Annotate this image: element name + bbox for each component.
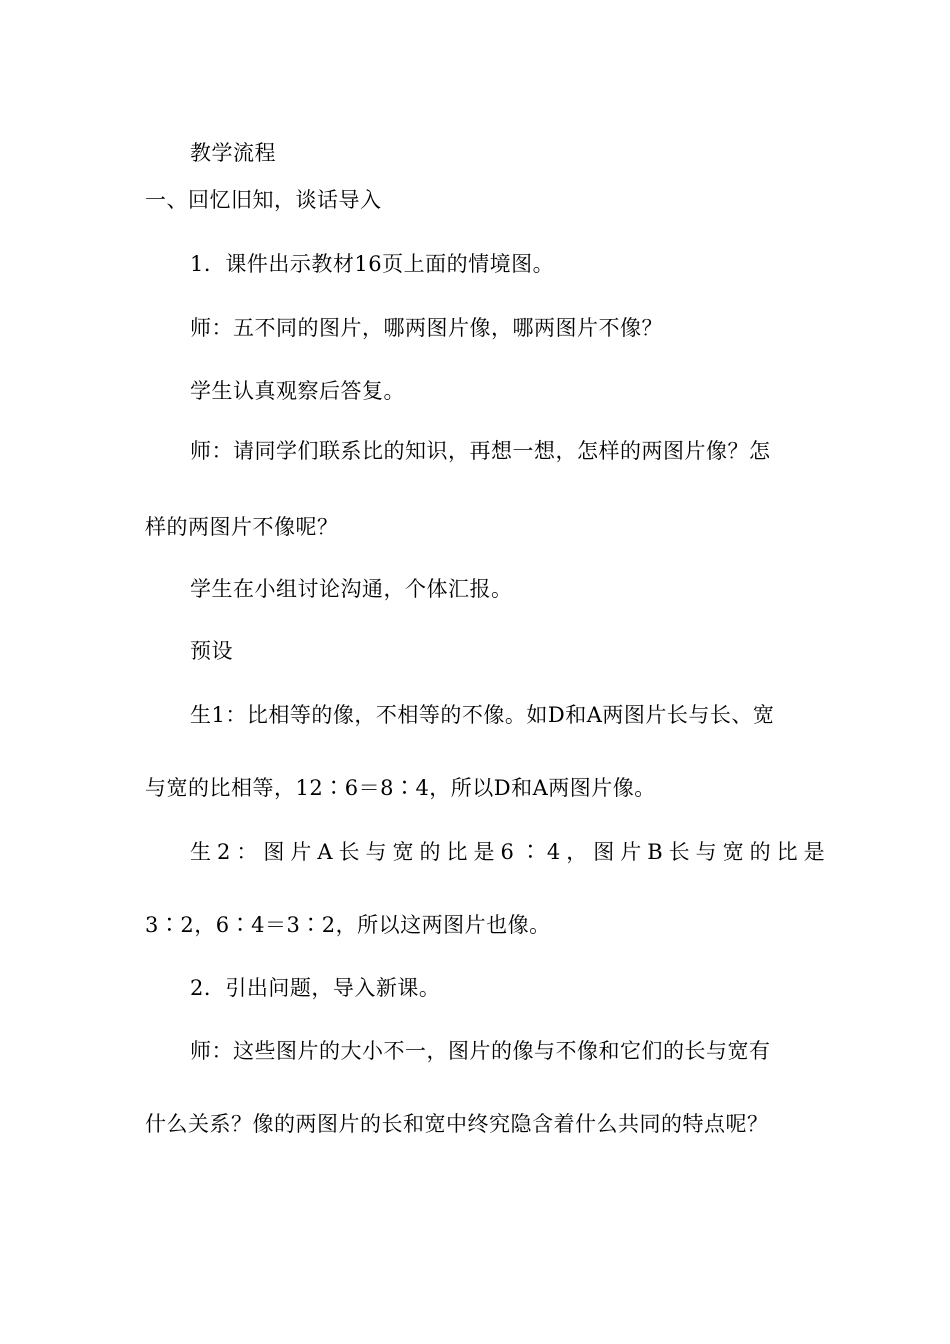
paragraph-line: 师：五不同的图片，哪两图片像，哪两图片不像？: [190, 316, 663, 340]
paragraph-line: 师：这些图片的大小不一，图片的像与不像和它们的长与宽有: [190, 1039, 771, 1063]
paragraph-line: 学生认真观察后答复。: [190, 379, 405, 403]
paragraph-line: 学生在小组讨论沟通，个体汇报。: [190, 577, 513, 601]
paragraph-line: 师：请同学们联系比的知识，再想一想，怎样的两图片像？怎: [190, 439, 771, 463]
paragraph-line: 2．引出问题，导入新课。: [190, 976, 441, 1000]
paragraph-line: 生2：图片A长与宽的比是6∶4，图片B长与宽的比是: [190, 840, 831, 864]
paragraph-line: 1．课件出示教材16页上面的情境图。: [190, 252, 555, 276]
paragraph-line: 3∶2，6∶4＝3∶2，所以这两图片也像。: [145, 913, 551, 937]
paragraph-line: 什么关系？像的两图片的长和宽中终究隐含着什么共同的特点呢？: [145, 1112, 769, 1136]
paragraph-line: 生1：比相等的像，不相等的不像。如D和A两图片长与长、宽: [190, 703, 775, 727]
paragraph-line: 样的两图片不像呢？: [145, 515, 339, 539]
section-title-1: 一、回忆旧知，谈话导入: [145, 188, 382, 212]
paragraph-line: 预设: [190, 639, 233, 663]
heading: 教学流程: [190, 141, 276, 165]
paragraph-line: 与宽的比相等，12∶6＝8∶4，所以D和A两图片像。: [145, 776, 656, 800]
